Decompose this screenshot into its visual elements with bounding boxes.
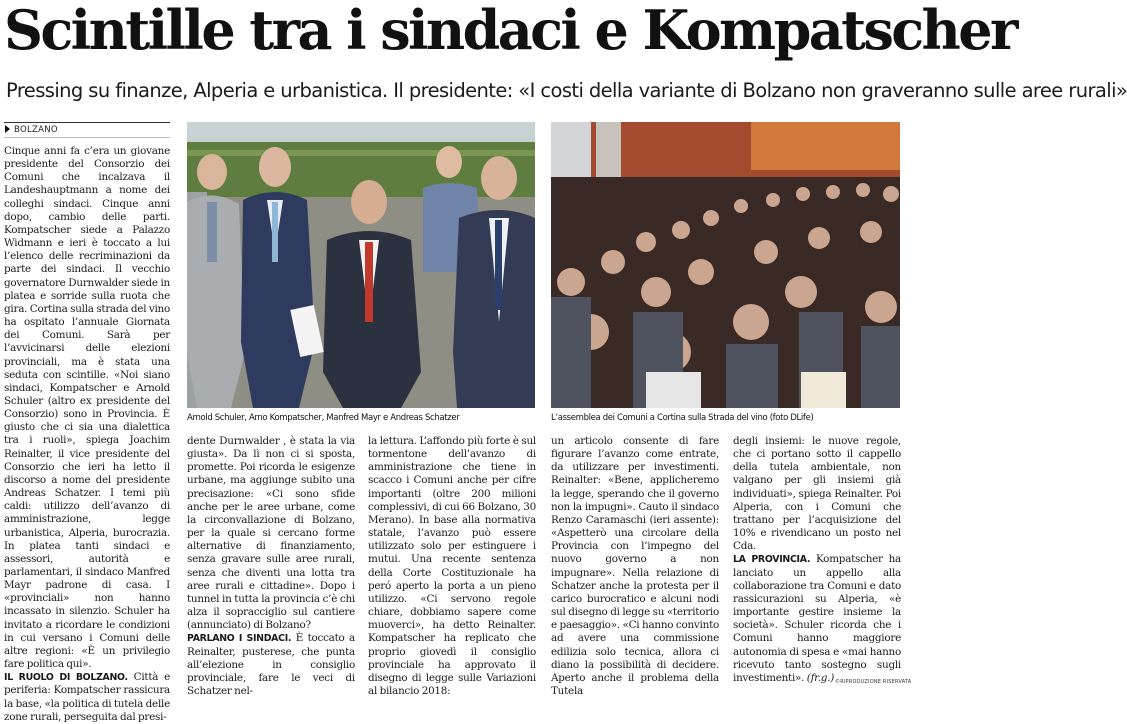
paragraph-text: È toccato a Reinalter, pusterese, che punta all’elezione in consiglio provinciale, fare le veci di Schatzer nel-	[187, 632, 356, 697]
caption-photo-assembly: L’assemblea dei Comuni a Cortina sulla Strada del vino (foto DLife)	[551, 413, 814, 423]
headline: Scintille tra i sindaci e Kompatscher	[4, 0, 1016, 62]
paragraph	[187, 632, 355, 698]
photo-officials-walking	[187, 122, 535, 408]
copyright-notice: ©RIPRODUZIONE RISERVATA	[835, 679, 912, 685]
caption-photo-officials: Arnold Schuler, Arno Kompatscher, Manfred Mayr e Andreas Schatzer	[187, 413, 460, 423]
paragraph-text: Città e periferia: Kompatscher rassicura la base, «la politica di tutela delle zone rurali, perseguita dal presi-	[4, 671, 171, 723]
article-column-3	[368, 435, 536, 697]
section-kicker: IL RUOLO DI BOLZANO.	[4, 672, 128, 684]
section-kicker: PARLANO I SINDACI.	[187, 633, 292, 645]
arrow-marker-icon	[5, 125, 10, 133]
location-label: BOLZANO	[14, 125, 58, 135]
section-kicker: LA PROVINCIA.	[733, 554, 811, 566]
subheadline: Pressing su finanze, Alperia e urbanistica. Il presidente: «I costi della variante di Bolzano non graveranno sulle aree rurali»	[6, 79, 1127, 102]
paragraph: Cinque anni fa c’era un giovane presidente del Consorzio dei Comuni che incalzava il Landeshauptmann a nome dei colleghi sindaci. Cinque anni dopo, cambio delle parti. Kompatscher siede a Palazzo Widmann e ieri è toccato a lui l’elenco delle recriminazioni da parte dei sindaci. Il vecchio governatore Durnwalder siede in platea e sorride sulla ruota che gira. Cortina sulla strada del vino ha ospitato l’annuale Giornata dei Comuni. Sarà per l’avvicinarsi delle elezioni provinciali, ma è stata una seduta con scintille. «Noi siano sindaci, Kompatscher e Arnold Schuler (altro ex presidente del Consorzio) sono in Provincia. È giusto che ci sia una dialettica tra i ruoli», spiega Joachim Reinalter, il vice presidente del Consorzio che ieri ha letto il discorso a nome del presidente Andreas Schatzer. I temi più caldi: utilizzo dell’avanzo di amministrazione, legge urbanistica, Alperia, burocrazia. In platea tanti sindaci e assessori, autorità e parlamentari, il sindaco Manfred Mayr padrone di casa. I «provinciali» non hanno incassato in silenzio. Schuler ha invitato a ricordare le condizioni in cui versano i Comuni delle altre regioni: «È un privilegio fare politica qui».	[4, 145, 170, 671]
photo-assembly	[551, 122, 900, 408]
paragraph	[733, 553, 901, 685]
assembly-photo-illustration	[551, 122, 900, 408]
article-column-4	[551, 435, 719, 697]
paragraph: la lettura. L’affondo più forte è sul tormentone dell’avanzo di amministrazione che tiene in scacco i Comuni anche per cifre importanti (oltre 200 milioni complessivi, di cui 66 Bolzano, 30 Merano). In base alla normativa statale, l’avanzo può essere utilizzato solo per estinguere i mutui. Una recente sentenza della Corte Costituzionale ha peró aperto la porta a un pieno utilizzo. «Ci servono regole chiare, dobbiamo sapere come muoverci», ha detto Reinalter. Kompatscher ha replicato che proprio giovedì il consiglio provinciale ha approvato il disegno di legge sulle Variazioni al bilancio 2018:	[368, 435, 536, 697]
article-column-1	[4, 145, 171, 723]
paragraph	[4, 671, 170, 724]
paragraph-text: Kompatscher ha lanciato un appello alla collaborazione tra Comuni e dato rassicurazioni su Alperia, «è importante gestire insieme la società». Schuler ricorda che i Comuni hanno maggiore autonomia di spesa e «mai hanno ricevuto tanto sostegno sugli investimenti».	[733, 553, 901, 684]
paragraph: dente Durnwalder , è stata la via giusta». Da lì non ci si sposta, promette. Poi ricorda le esigenze urbane, ma aggiunge subito una precisazione: «Ci sono sfide anche per le aree urbane, come la circonvallazione di Bolzano, per la quale si cercano forme alternative di finanziamento, senza gravare sulle aree rurali, senza che diventi una lotta tra aree rurali e cittadine». Dopo i tunnel in tutta la provincia c’è chi alza il sopracciglio sul cantiere (annunciato) di Bolzano?	[187, 435, 355, 632]
author-signature: (fr.g.)	[804, 671, 835, 684]
location-tag	[4, 122, 170, 138]
paragraph: un articolo consente di fare figurare l’avanzo come entrate, da utilizzare per investimenti. Reinalter: «Bene, applicheremo la legge, sperando che il governo non la impugni». Cauto il sindaco Renzo Caramaschi (ieri assente): «Aspetterò una circolare della Provincia con l’impegno del nuovo governo a non impugnare». Nella relazione di Schatzer anche la protesta per il carico burocratico e alcuni nodi sul disegno di legge su «territorio e paesaggio». «Ci hanno convinto ad avere una commissione edilizia solo tecnica, allora ci diano la possibilità di decidere. Aperto anche il problema della Tutela	[551, 435, 719, 697]
paragraph: degli insiemi: le nuove regole, che ci portano sotto il cappello della tutela ambientale, non valgano per gli insiemi già individuati», spiega Reinalter. Poi Alperia, con i Comuni che trattano per l’acquisizione del 10% e rivendicano un posto nel Cda.	[733, 435, 901, 553]
officials-photo-illustration	[187, 122, 535, 408]
article-column-2	[187, 435, 356, 697]
